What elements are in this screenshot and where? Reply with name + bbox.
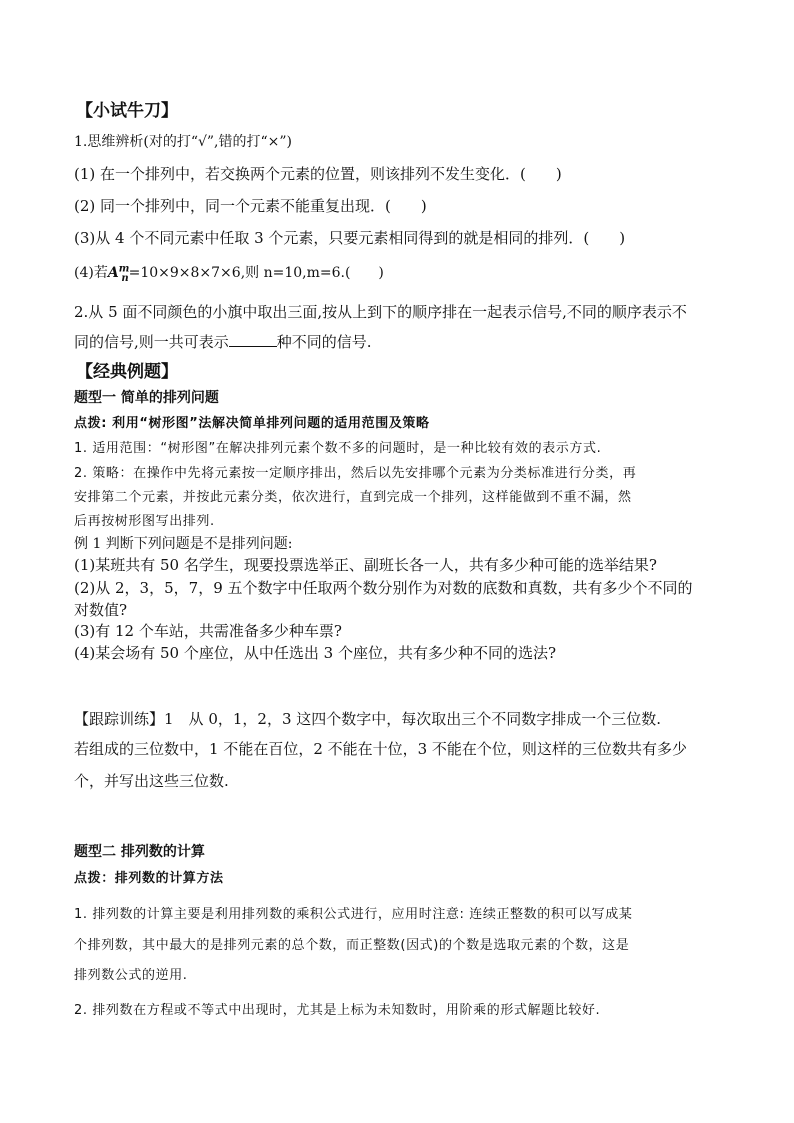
section-heading-examples: 【经典例题】 (76, 362, 178, 382)
type2-para-1-line-1: 1. 排列数的计算主要是利用排列数的乘积公式进行，应用时注意: 连续正整数的积可以写成某 (74, 907, 633, 922)
example-1-item-3: (3)有 12 个车站，共需准备多少种车票? (74, 622, 342, 640)
q1-item-3: (3)从 4 个不同元素中任取 3 个元素，只要元素相同得到的就是相同的排列．( ) (74, 229, 626, 247)
example-1-item-4: (4)某会场有 50 个座位，从中任选出 3 个座位，共有多少种不同的选法? (74, 644, 556, 662)
type2-para-1-line-2: 个排列数，其中最大的是排列元素的总个数，而正整数(因式)的个数是选取元素的个数，这是 (74, 938, 630, 953)
example-1-item-2-cont: 对数值? (74, 601, 128, 619)
type2-para-1-line-3: 排列数公式的逆用. (74, 968, 188, 983)
example-1-item-2: (2)从 2，3，5，7，9 五个数字中任取两个数分别作为对数的底数和真数，共有多少个不同的 (74, 579, 693, 597)
section-heading-practice: 【小试牛刀】 (76, 101, 178, 121)
q1-item-4-suffix: =10×9×8×7×6,则 n=10,m=6.( ) (128, 265, 384, 281)
type1-para-2-line-1: 2. 策略：在操作中先将元素按一定顺序排出，然后以先安排哪个元素为分类标准进行分类，再 (74, 466, 637, 481)
q1-item-2: (2) 同一个排列中，同一个元素不能重复出现．( ) (74, 197, 427, 215)
type1-para-2-line-3: 后再按树形图写出排列. (74, 514, 215, 529)
type2-tip: 点拨：排列数的计算方法 (74, 871, 224, 886)
type1-tip: 点拨: 利用“树形图”法解决简单排列问题的适用范围及策略 (74, 416, 430, 431)
type2-para-2: 2. 排列数在方程或不等式中出现时，尤其是上标为未知数时，用阶乘的形式解题比较好. (74, 1003, 601, 1018)
example-1-title: 例 1 判断下列问题是不是排列问题: (74, 536, 293, 552)
tracking-practice-line-1: 【跟踪训练】1 从 0，1，2，3 这四个数字中，每次取出三个不同数字排成一个三位数. (74, 710, 662, 728)
type1-para-2-line-2: 安排第二个元素，并按此元素分类，依次进行，直到完成一个排列，这样能做到不重不漏，然 (74, 490, 632, 505)
type1-title: 题型一 简单的排列问题 (74, 390, 219, 406)
q1-item-1: (1) 在一个排列中，若交换两个元素的位置，则该排列不发生变化．( ) (74, 165, 562, 183)
example-1-item-1: (1)某班共有 50 名学生，现要投票选举正、副班长各一人，共有多少种可能的选举结果? (74, 556, 657, 574)
q1-item-4-prefix: (4)若 (74, 265, 108, 281)
q1-title: 1.思维辨析(对的打“√”,错的打“×”) (74, 134, 293, 150)
q2-line-2: 同的信号,则一共可表示 种不同的信号. (74, 333, 372, 351)
arrangement-symbol: $A^m_n$ (107, 263, 130, 284)
type1-para-1: 1. 适用范围：“树形图”在解决排列元素个数不多的问题时，是一种比较有效的表示方式. (74, 441, 602, 456)
type2-title: 题型二 排列数的计算 (74, 844, 205, 860)
q1-item-4 (74, 262, 384, 284)
q2-line-1: 2.从 5 面不同颜色的小旗中取出三面,按从上到下的顺序排在一起表示信号,不同的顺序表示不 (74, 303, 687, 321)
tracking-practice-label: 【跟踪训练】1 (74, 710, 174, 728)
tracking-practice-line-2: 若组成的三位数中，1 不能在百位，2 不能在十位，3 不能在个位，则这样的三位数共有多少 (74, 740, 687, 758)
answer-blank[interactable] (229, 334, 277, 347)
tracking-practice-line-3: 个，并写出这些三位数. (74, 772, 229, 790)
